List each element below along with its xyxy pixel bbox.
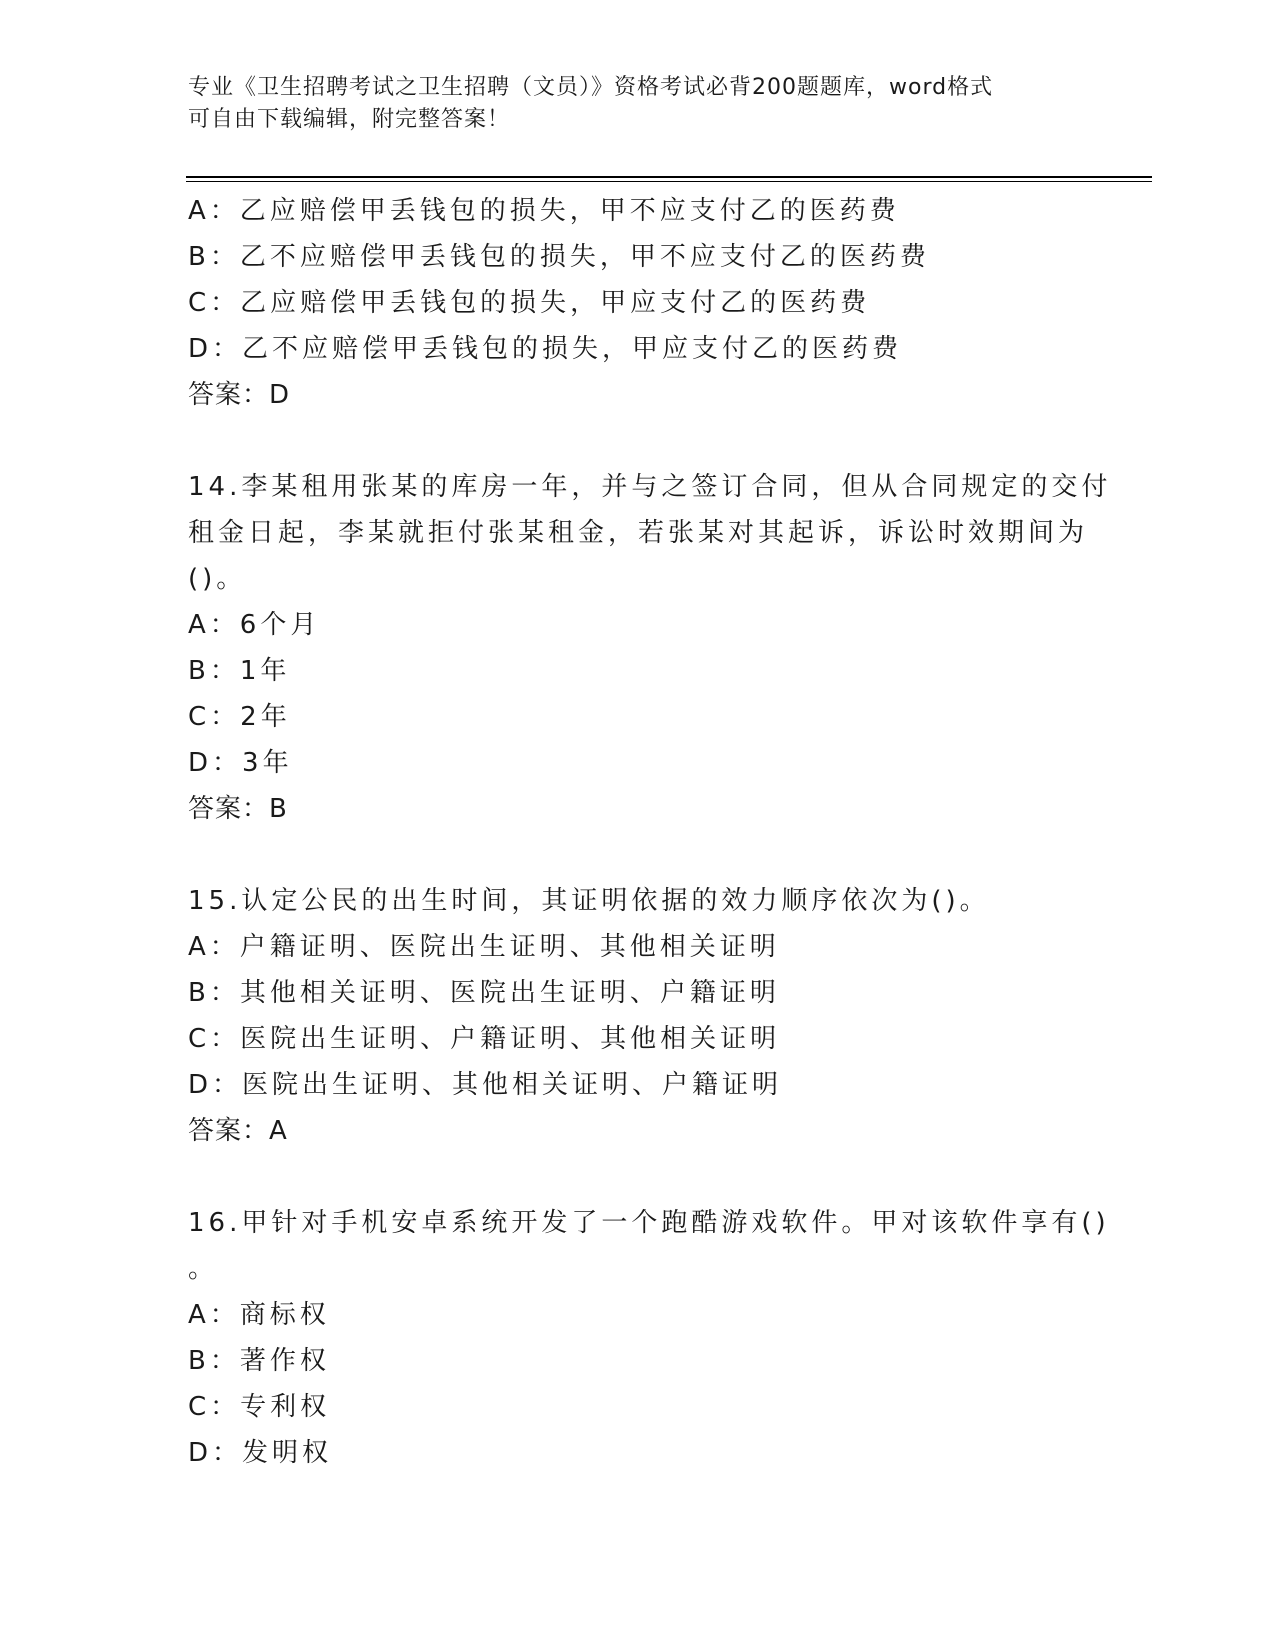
option-c: C：乙应赔偿甲丢钱包的损失，甲应支付乙的医药费 bbox=[188, 288, 871, 318]
question-stem-line: 租金日起，李某就拒付张某租金，若张某对其起诉，诉讼时效期间为 bbox=[188, 518, 1089, 548]
question-stem-line: 。 bbox=[188, 1254, 219, 1284]
header-line-2: 可自由下载编辑，附完整答案！ bbox=[188, 107, 511, 132]
option-c: C：医院出生证明、户籍证明、其他相关证明 bbox=[188, 1024, 781, 1054]
answer: 答案：D bbox=[188, 380, 291, 410]
option-a: A：户籍证明、医院出生证明、其他相关证明 bbox=[188, 932, 780, 962]
spacer bbox=[188, 418, 1088, 464]
question-13 bbox=[188, 188, 1088, 418]
question-16 bbox=[188, 1200, 1110, 1476]
header-rule-thick bbox=[186, 176, 1152, 178]
spacer bbox=[188, 1154, 1088, 1200]
option-a: A：乙应赔偿甲丢钱包的损失，甲不应支付乙的医药费 bbox=[188, 196, 900, 226]
option-d: D：3年 bbox=[188, 748, 293, 778]
option-d: D：乙不应赔偿甲丢钱包的损失，甲应支付乙的医药费 bbox=[188, 334, 903, 364]
document-body bbox=[188, 188, 1112, 1476]
option-d: D：发明权 bbox=[188, 1438, 333, 1468]
question-stem-line: 16.甲针对手机安卓系统开发了一个跑酷游戏软件。甲对该软件享有() bbox=[188, 1208, 1110, 1238]
option-b: B：著作权 bbox=[188, 1346, 330, 1376]
answer: 答案：A bbox=[188, 1116, 288, 1146]
option-b: B：1年 bbox=[188, 656, 291, 686]
header-rule-thin bbox=[186, 181, 1152, 182]
option-b: B：乙不应赔偿甲丢钱包的损失，甲不应支付乙的医药费 bbox=[188, 242, 930, 272]
option-a: A：商标权 bbox=[188, 1300, 330, 1330]
question-stem-line: 14.李某租用张某的库房一年，并与之签订合同，但从合同规定的交付 bbox=[188, 472, 1112, 502]
spacer bbox=[188, 832, 1088, 878]
option-c: C：专利权 bbox=[188, 1392, 331, 1422]
header-line-1: 专业《卫生招聘考试之卫生招聘（文员）》资格考试必背200题题库，word格式 bbox=[188, 75, 994, 100]
option-c: C：2年 bbox=[188, 702, 291, 732]
question-15 bbox=[188, 878, 1088, 1154]
option-b: B：其他相关证明、医院出生证明、户籍证明 bbox=[188, 978, 780, 1008]
answer: 答案：B bbox=[188, 794, 288, 824]
option-d: D：医院出生证明、其他相关证明、户籍证明 bbox=[188, 1070, 783, 1100]
question-stem-line: 15.认定公民的出生时间，其证明依据的效力顺序依次为()。 bbox=[188, 886, 990, 916]
option-a: A：6个月 bbox=[188, 610, 321, 640]
document-header bbox=[188, 72, 1088, 136]
question-14 bbox=[188, 464, 1112, 832]
question-stem-line: ()。 bbox=[188, 564, 247, 594]
